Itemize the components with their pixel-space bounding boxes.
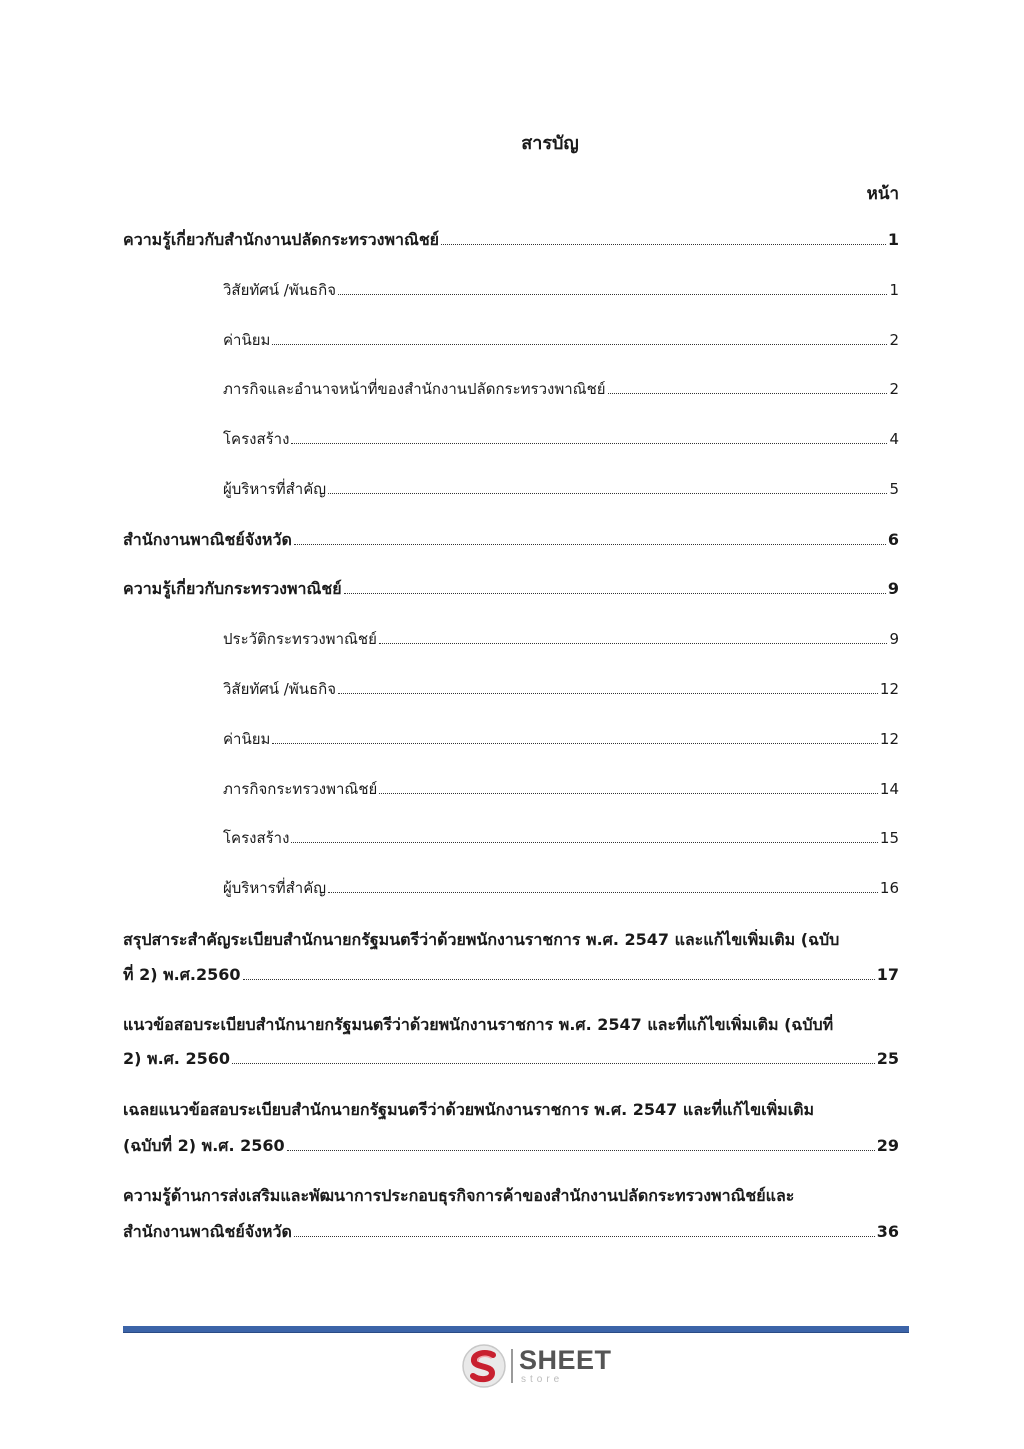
toc-entry-title-line1[interactable]: ความรู้ด้านการส่งเสริมและพัฒนาการประกอบธุรกิจการค้าของสำนักงานปลัดกระทรวงพาณิชย์และ [123,1186,795,1205]
toc-entry-title: ผู้บริหารที่สำคัญ [223,879,327,897]
logo-sub-text: store [521,1374,564,1385]
toc-entry[interactable] [223,428,899,450]
toc-entry-title: ค่านิยม [223,730,271,748]
toc-dot-leader [338,693,878,694]
toc-entry-title: สำนักงานพาณิชย์จังหวัด [123,530,292,549]
toc-page-number: 2 [889,380,899,398]
toc-page-number: 9 [887,579,899,598]
toc-dot-leader [441,244,886,245]
toc-entry[interactable] [223,778,899,800]
toc-entry-title: ความรู้เกี่ยวกับกระทรวงพาณิชย์ [123,579,342,598]
toc-entry[interactable] [123,964,899,986]
toc-entry-title-line2: (ฉบับที่ 2) พ.ศ. 2560 [123,1136,285,1155]
footer-divider-bar [123,1326,909,1333]
logo-main-text: SHEET [519,1345,612,1375]
toc-entry-title-line2: ที่ 2) พ.ศ.2560 [123,965,241,984]
toc-page-number: 1 [889,281,899,299]
toc-entry[interactable] [223,877,899,899]
toc-entry-title: ภารกิจและอำนาจหน้าที่ของสำนักงานปลัดกระทรวงพาณิชย์ [223,380,606,398]
toc-entry-title-line2: สำนักงานพาณิชย์จังหวัด [123,1222,292,1241]
logo-wordmark [519,1347,612,1385]
toc-page-number: 6 [887,530,899,549]
toc-dot-leader [243,979,875,980]
toc-dot-leader [272,743,878,744]
toc-entry[interactable] [123,1221,899,1243]
toc-dot-leader [328,493,887,494]
toc-entry[interactable] [223,378,899,400]
toc-entry[interactable] [123,1048,899,1070]
sheetstore-s-logo-icon [461,1343,507,1389]
toc-page-number: 17 [876,965,899,984]
toc-dot-leader [294,1236,875,1237]
sheetstore-logo [461,1343,612,1389]
toc-page-number: 15 [879,829,899,847]
toc-entry-title: ภารกิจกระทรวงพาณิชย์ [223,780,378,798]
toc-page-number: 9 [889,630,899,648]
page-column-header: หน้า [866,184,899,204]
toc-dot-leader [291,443,887,444]
toc-entry-title: วิสัยทัศน์ /พันธกิจ [223,281,337,299]
toc-dot-leader [379,643,888,644]
toc-dot-leader [379,793,878,794]
toc-entry[interactable] [223,279,899,301]
toc-entry-title: ผู้บริหารที่สำคัญ [223,480,327,498]
toc-entry[interactable] [123,1135,899,1157]
toc-entry[interactable] [223,628,899,650]
toc-page-number: 5 [889,480,899,498]
toc-page-number: 29 [876,1136,899,1155]
toc-page-number: 25 [876,1049,899,1068]
toc-entry[interactable] [223,478,899,500]
toc-entry[interactable] [223,329,899,351]
toc-entry-title-line1[interactable]: เฉลยแนวข้อสอบระเบียบสำนักนายกรัฐมนตรีว่าด้วยพนักงานราชการ พ.ศ. 2547 และที่แก้ไขเพิ่มเติม [123,1100,815,1119]
toc-dot-leader [232,1063,875,1064]
toc-page-number: 1 [887,230,899,249]
toc-page-number: 14 [879,780,899,798]
toc-entry-title: ประวัติกระทรวงพาณิชย์ [223,630,377,648]
logo-divider [511,1349,513,1383]
toc-entry-title: วิสัยทัศน์ /พันธกิจ [223,680,337,698]
toc-page-number: 4 [889,430,899,448]
toc-entry-title-line2: 2) พ.ศ. 2560 [123,1049,230,1068]
toc-dot-leader [608,393,888,394]
toc-entry-title: โครงสร้าง [223,430,290,448]
toc-entry-title-line1[interactable]: สรุปสาระสำคัญระเบียบสำนักนายกรัฐมนตรีว่าด้วยพนักงานราชการ พ.ศ. 2547 และแก้ไขเพิ่มเติม (ฉบับ [123,930,840,949]
toc-page-number: 16 [879,879,899,897]
toc-dot-leader [272,344,887,345]
toc-entry[interactable] [223,728,899,750]
toc-entry-title: ความรู้เกี่ยวกับสำนักงานปลัดกระทรวงพาณิชย์ [123,230,440,249]
toc-dot-leader [338,294,887,295]
toc-entry[interactable] [123,578,899,600]
toc-dot-leader [287,1150,875,1151]
toc-page-number: 12 [879,680,899,698]
toc-page-number: 36 [876,1222,899,1241]
toc-dot-leader [344,593,886,594]
toc-entry-title-line1[interactable]: แนวข้อสอบระเบียบสำนักนายกรัฐมนตรีว่าด้วยพนักงานราชการ พ.ศ. 2547 และที่แก้ไขเพิ่มเติม (ฉบับที่ [123,1015,834,1034]
toc-dot-leader [291,842,877,843]
toc-dot-leader [294,544,886,545]
toc-entry[interactable] [223,827,899,849]
toc-page-number: 12 [879,730,899,748]
page-title: สารบัญ [521,133,579,154]
toc-entry[interactable] [123,529,899,551]
toc-page-number: 2 [889,331,899,349]
toc-dot-leader [328,892,878,893]
toc-entry-title: โครงสร้าง [223,829,290,847]
toc-entry[interactable] [123,229,899,251]
toc-entry-title: ค่านิยม [223,331,271,349]
toc-entry[interactable] [223,678,899,700]
